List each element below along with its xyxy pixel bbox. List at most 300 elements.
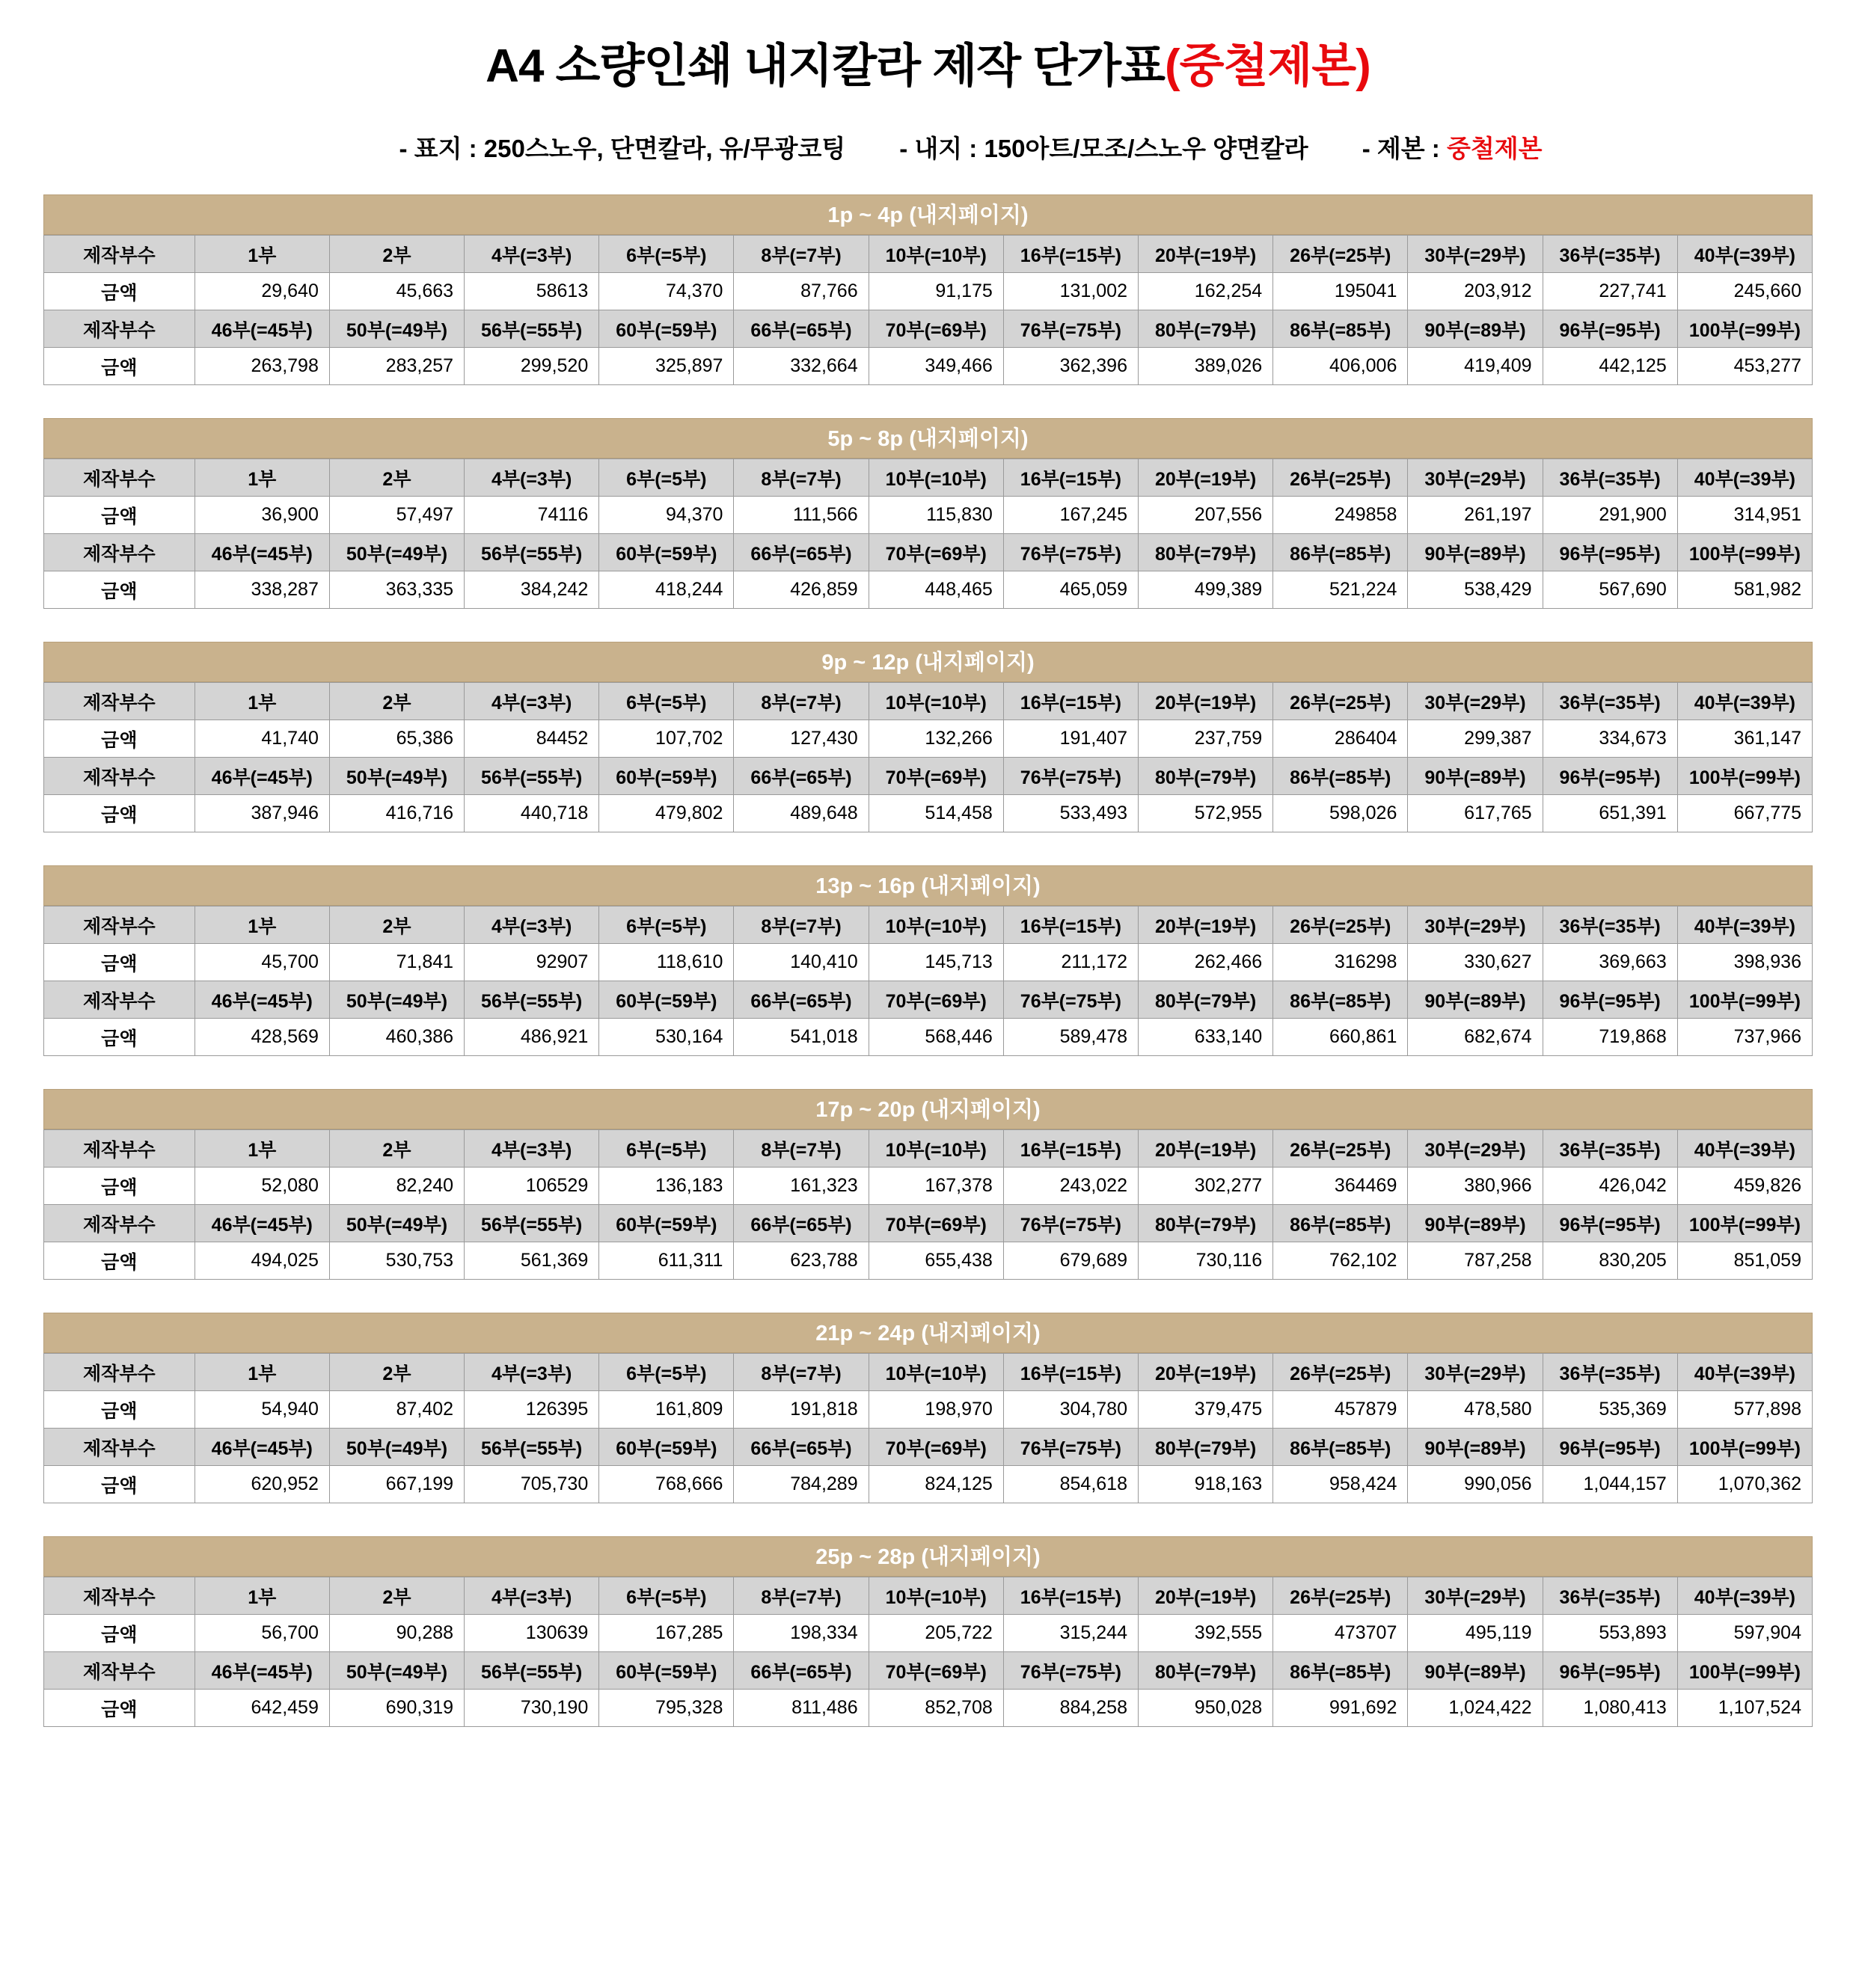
- qty-header-cell: 90부(=89부): [1408, 981, 1543, 1019]
- qty-header-cell: 90부(=89부): [1408, 1652, 1543, 1690]
- price-cell: 65,386: [329, 720, 464, 758]
- qty-header-cell: 90부(=89부): [1408, 758, 1543, 795]
- price-cell: 457879: [1273, 1391, 1408, 1429]
- qty-header-cell: 8부(=7부): [734, 236, 869, 273]
- price-cell: 87,766: [734, 273, 869, 310]
- qty-header-cell: 70부(=69부): [869, 1652, 1003, 1690]
- price-cell: 787,258: [1408, 1242, 1543, 1280]
- qty-header-cell: 100부(=99부): [1677, 1205, 1812, 1242]
- price-cell: 41,740: [195, 720, 329, 758]
- qty-header-cell: 26부(=25부): [1273, 906, 1408, 944]
- qty-header-cell: 100부(=99부): [1677, 981, 1812, 1019]
- price-cell: 191,818: [734, 1391, 869, 1429]
- qty-header-cell: 30부(=29부): [1408, 683, 1543, 720]
- price-cell: 795,328: [599, 1690, 734, 1727]
- qty-header-cell: 16부(=15부): [1003, 459, 1138, 497]
- qty-header-cell: 80부(=79부): [1138, 1652, 1272, 1690]
- qty-header-cell: 16부(=15부): [1003, 1130, 1138, 1168]
- qty-header-cell: 6부(=5부): [599, 906, 734, 944]
- price-cell: 130639: [465, 1615, 599, 1652]
- qty-header-cell: 20부(=19부): [1138, 1130, 1272, 1168]
- qty-header-cell: 100부(=99부): [1677, 310, 1812, 348]
- qty-header-cell: 2부: [329, 1354, 464, 1391]
- qty-header-cell: 56부(=55부): [465, 1205, 599, 1242]
- qty-header-cell: 100부(=99부): [1677, 1429, 1812, 1466]
- qty-header-cell: 80부(=79부): [1138, 981, 1272, 1019]
- price-row-label: 금액: [44, 497, 195, 534]
- qty-header-cell: 20부(=19부): [1138, 906, 1272, 944]
- price-cell: 167,285: [599, 1615, 734, 1652]
- qty-header-cell: 36부(=35부): [1543, 459, 1677, 497]
- price-cell: 398,936: [1677, 944, 1812, 981]
- qty-header-cell: 26부(=25부): [1273, 459, 1408, 497]
- spec-binding: [1335, 129, 1569, 165]
- qty-header-cell: 80부(=79부): [1138, 1429, 1272, 1466]
- price-cell: 82,240: [329, 1168, 464, 1205]
- price-cell: 1,070,362: [1677, 1466, 1812, 1503]
- page-title-accent: (중철제본): [1164, 40, 1370, 92]
- qty-header-row: [44, 906, 1813, 944]
- qty-header-cell: 10부(=10부): [869, 1354, 1003, 1391]
- price-cell: 824,125: [869, 1466, 1003, 1503]
- price-cell: 597,904: [1677, 1615, 1812, 1652]
- qty-header-cell: 66부(=65부): [734, 1429, 869, 1466]
- price-row: [44, 1391, 1813, 1429]
- qty-header-cell: 10부(=10부): [869, 906, 1003, 944]
- qty-header-cell: 96부(=95부): [1543, 534, 1677, 571]
- qty-header-cell: 46부(=45부): [195, 758, 329, 795]
- price-cell: 730,116: [1138, 1242, 1272, 1280]
- qty-header-cell: 50부(=49부): [329, 1652, 464, 1690]
- price-cell: 442,125: [1543, 348, 1677, 385]
- qty-header-cell: 76부(=75부): [1003, 1429, 1138, 1466]
- price-cell: 111,566: [734, 497, 869, 534]
- qty-header-cell: 96부(=95부): [1543, 1429, 1677, 1466]
- qty-header-cell: 1부: [195, 1577, 329, 1615]
- price-cell: 465,059: [1003, 571, 1138, 609]
- price-cell: 572,955: [1138, 795, 1272, 832]
- qty-header-cell: 4부(=3부): [465, 236, 599, 273]
- qty-header-cell: 26부(=25부): [1273, 683, 1408, 720]
- qty-header-cell: 36부(=35부): [1543, 1130, 1677, 1168]
- qty-header-row: [44, 1652, 1813, 1690]
- qty-header-cell: 96부(=95부): [1543, 1652, 1677, 1690]
- price-cell: 392,555: [1138, 1615, 1272, 1652]
- qty-header-cell: 26부(=25부): [1273, 1577, 1408, 1615]
- qty-header-cell: 60부(=59부): [599, 758, 734, 795]
- price-cell: 514,458: [869, 795, 1003, 832]
- price-cell: 568,446: [869, 1019, 1003, 1056]
- qty-header-cell: 6부(=5부): [599, 236, 734, 273]
- qty-header-cell: 40부(=39부): [1677, 683, 1812, 720]
- price-row: [44, 348, 1813, 385]
- qty-header-cell: 46부(=45부): [195, 1429, 329, 1466]
- qty-header-cell: 6부(=5부): [599, 1577, 734, 1615]
- price-cell: 325,897: [599, 348, 734, 385]
- price-cell: 195041: [1273, 273, 1408, 310]
- qty-header-cell: 70부(=69부): [869, 310, 1003, 348]
- price-cell: 655,438: [869, 1242, 1003, 1280]
- price-cell: 852,708: [869, 1690, 1003, 1727]
- qty-header-cell: 50부(=49부): [329, 981, 464, 1019]
- qty-header-cell: 70부(=69부): [869, 1429, 1003, 1466]
- price-cell: 541,018: [734, 1019, 869, 1056]
- qty-header-cell: 66부(=65부): [734, 981, 869, 1019]
- qty-header-cell: 46부(=45부): [195, 310, 329, 348]
- qty-header-cell: 96부(=95부): [1543, 758, 1677, 795]
- price-row: [44, 497, 1813, 534]
- qty-header-cell: 90부(=89부): [1408, 1205, 1543, 1242]
- price-row: [44, 273, 1813, 310]
- qty-header-cell: 36부(=35부): [1543, 1577, 1677, 1615]
- qty-header-cell: 16부(=15부): [1003, 683, 1138, 720]
- price-cell: 667,775: [1677, 795, 1812, 832]
- price-cell: 54,940: [195, 1391, 329, 1429]
- price-cell: 768,666: [599, 1466, 734, 1503]
- price-row-label: 금액: [44, 720, 195, 758]
- price-row: [44, 1690, 1813, 1727]
- price-cell: 338,287: [195, 571, 329, 609]
- qty-header-cell: 76부(=75부): [1003, 758, 1138, 795]
- price-cell: 29,640: [195, 273, 329, 310]
- price-cell: 334,673: [1543, 720, 1677, 758]
- qty-header-cell: 30부(=29부): [1408, 236, 1543, 273]
- qty-header-cell: 96부(=95부): [1543, 1205, 1677, 1242]
- qty-header-cell: 2부: [329, 906, 464, 944]
- qty-header-cell: 56부(=55부): [465, 1429, 599, 1466]
- price-cell: 486,921: [465, 1019, 599, 1056]
- price-cell: 854,618: [1003, 1466, 1138, 1503]
- price-cell: 71,841: [329, 944, 464, 981]
- spec-summary: [43, 101, 1813, 194]
- spec-binding-value: 중철제본: [1446, 135, 1543, 162]
- spec-binding-label: - 제본 :: [1362, 135, 1447, 162]
- qty-header-row: [44, 310, 1813, 348]
- price-cell: 489,648: [734, 795, 869, 832]
- qty-header-cell: 56부(=55부): [465, 534, 599, 571]
- qty-header-cell: 8부(=7부): [734, 683, 869, 720]
- price-row: [44, 571, 1813, 609]
- price-sections: [43, 194, 1813, 1727]
- price-cell: 380,966: [1408, 1168, 1543, 1205]
- qty-header-cell: 86부(=85부): [1273, 534, 1408, 571]
- price-cell: 419,409: [1408, 348, 1543, 385]
- price-cell: 315,244: [1003, 1615, 1138, 1652]
- price-cell: 263,798: [195, 348, 329, 385]
- price-row: [44, 720, 1813, 758]
- qty-header-cell: 16부(=15부): [1003, 1354, 1138, 1391]
- spec-cover: - 표지 : 250스노우, 단면칼라, 유/무광코팅: [399, 135, 846, 162]
- qty-header-cell: 90부(=89부): [1408, 310, 1543, 348]
- price-cell: 161,323: [734, 1168, 869, 1205]
- qty-header-cell: 4부(=3부): [465, 906, 599, 944]
- qty-header-cell: 8부(=7부): [734, 906, 869, 944]
- price-cell: 362,396: [1003, 348, 1138, 385]
- price-cell: 205,722: [869, 1615, 1003, 1652]
- price-cell: 92907: [465, 944, 599, 981]
- price-cell: 304,780: [1003, 1391, 1138, 1429]
- qty-row-label: 제작부수: [44, 1652, 195, 1690]
- qty-header-cell: 96부(=95부): [1543, 981, 1677, 1019]
- price-row-label: 금액: [44, 273, 195, 310]
- price-cell: 211,172: [1003, 944, 1138, 981]
- qty-header-row: [44, 534, 1813, 571]
- price-cell: 577,898: [1677, 1391, 1812, 1429]
- price-cell: 389,026: [1138, 348, 1272, 385]
- price-cell: 299,520: [465, 348, 599, 385]
- price-cell: 118,610: [599, 944, 734, 981]
- price-cell: 74,370: [599, 273, 734, 310]
- price-cell: 617,765: [1408, 795, 1543, 832]
- qty-header-cell: 66부(=65부): [734, 534, 869, 571]
- qty-header-cell: 56부(=55부): [465, 758, 599, 795]
- price-cell: 361,147: [1677, 720, 1812, 758]
- price-cell: 384,242: [465, 571, 599, 609]
- qty-header-cell: 16부(=15부): [1003, 1577, 1138, 1615]
- price-cell: 784,289: [734, 1466, 869, 1503]
- qty-row-label: 제작부수: [44, 236, 195, 273]
- price-table: [43, 906, 1813, 1056]
- qty-row-label: 제작부수: [44, 310, 195, 348]
- price-cell: 379,475: [1138, 1391, 1272, 1429]
- price-cell: 145,713: [869, 944, 1003, 981]
- page-title-main: A4 소량인쇄 내지칼라 제작 단가표: [486, 40, 1165, 92]
- qty-row-label: 제작부수: [44, 459, 195, 497]
- price-row-label: 금액: [44, 1615, 195, 1652]
- price-cell: 126395: [465, 1391, 599, 1429]
- price-cell: 460,386: [329, 1019, 464, 1056]
- qty-header-row: [44, 1577, 1813, 1615]
- price-cell: 611,311: [599, 1242, 734, 1280]
- price-cell: 286404: [1273, 720, 1408, 758]
- price-cell: 299,387: [1408, 720, 1543, 758]
- qty-header-cell: 36부(=35부): [1543, 683, 1677, 720]
- price-row-label: 금액: [44, 348, 195, 385]
- price-cell: 227,741: [1543, 273, 1677, 310]
- qty-header-cell: 1부: [195, 236, 329, 273]
- price-cell: 426,859: [734, 571, 869, 609]
- price-cell: 136,183: [599, 1168, 734, 1205]
- price-row-label: 금액: [44, 944, 195, 981]
- qty-header-cell: 10부(=10부): [869, 1130, 1003, 1168]
- price-cell: 623,788: [734, 1242, 869, 1280]
- price-cell: 1,024,422: [1408, 1690, 1543, 1727]
- qty-header-cell: 6부(=5부): [599, 1354, 734, 1391]
- qty-header-cell: 1부: [195, 906, 329, 944]
- qty-header-row: [44, 1429, 1813, 1466]
- qty-header-cell: 10부(=10부): [869, 1577, 1003, 1615]
- price-row-label: 금액: [44, 1242, 195, 1280]
- price-cell: 198,334: [734, 1615, 869, 1652]
- qty-header-cell: 46부(=45부): [195, 1205, 329, 1242]
- price-row-label: 금액: [44, 795, 195, 832]
- qty-header-row: [44, 1354, 1813, 1391]
- qty-header-cell: 20부(=19부): [1138, 459, 1272, 497]
- qty-header-cell: 50부(=49부): [329, 1205, 464, 1242]
- qty-header-cell: 6부(=5부): [599, 683, 734, 720]
- price-cell: 990,056: [1408, 1466, 1543, 1503]
- price-row: [44, 1466, 1813, 1503]
- qty-header-cell: 20부(=19부): [1138, 683, 1272, 720]
- price-row-label: 금액: [44, 1168, 195, 1205]
- qty-header-cell: 30부(=29부): [1408, 1354, 1543, 1391]
- qty-header-cell: 70부(=69부): [869, 534, 1003, 571]
- qty-header-cell: 20부(=19부): [1138, 236, 1272, 273]
- price-cell: 90,288: [329, 1615, 464, 1652]
- price-cell: 730,190: [465, 1690, 599, 1727]
- price-cell: 243,022: [1003, 1168, 1138, 1205]
- price-cell: 448,465: [869, 571, 1003, 609]
- section-header: 25p ~ 28p (내지페이지): [43, 1536, 1813, 1577]
- price-cell: 440,718: [465, 795, 599, 832]
- qty-header-cell: 66부(=65부): [734, 310, 869, 348]
- qty-header-cell: 2부: [329, 683, 464, 720]
- price-section: [43, 1313, 1813, 1503]
- price-cell: 45,700: [195, 944, 329, 981]
- price-cell: 682,674: [1408, 1019, 1543, 1056]
- qty-header-cell: 66부(=65부): [734, 1205, 869, 1242]
- price-cell: 203,912: [1408, 273, 1543, 310]
- qty-header-cell: 60부(=59부): [599, 534, 734, 571]
- qty-header-cell: 40부(=39부): [1677, 459, 1812, 497]
- qty-header-cell: 1부: [195, 459, 329, 497]
- price-table: [43, 1353, 1813, 1503]
- price-cell: 918,163: [1138, 1466, 1272, 1503]
- price-row: [44, 795, 1813, 832]
- qty-header-cell: 56부(=55부): [465, 310, 599, 348]
- price-cell: 302,277: [1138, 1168, 1272, 1205]
- qty-header-cell: 60부(=59부): [599, 1205, 734, 1242]
- spec-inner: - 내지 : 150아트/모조/스노우 양면칼라: [899, 135, 1308, 162]
- qty-header-cell: 30부(=29부): [1408, 459, 1543, 497]
- price-cell: 830,205: [1543, 1242, 1677, 1280]
- qty-header-cell: 1부: [195, 1130, 329, 1168]
- price-cell: 58613: [465, 273, 599, 310]
- price-row-label: 금액: [44, 1466, 195, 1503]
- qty-header-cell: 60부(=59부): [599, 981, 734, 1019]
- price-section: [43, 642, 1813, 832]
- section-header: 9p ~ 12p (내지페이지): [43, 642, 1813, 682]
- qty-header-cell: 76부(=75부): [1003, 310, 1138, 348]
- qty-header-cell: 70부(=69부): [869, 1205, 1003, 1242]
- price-cell: 262,466: [1138, 944, 1272, 981]
- price-cell: 406,006: [1273, 348, 1408, 385]
- qty-header-cell: 56부(=55부): [465, 1652, 599, 1690]
- qty-row-label: 제작부수: [44, 1130, 195, 1168]
- qty-header-row: [44, 1130, 1813, 1168]
- price-cell: 533,493: [1003, 795, 1138, 832]
- price-cell: 719,868: [1543, 1019, 1677, 1056]
- price-cell: 884,258: [1003, 1690, 1138, 1727]
- price-cell: 958,424: [1273, 1466, 1408, 1503]
- qty-header-cell: 80부(=79부): [1138, 758, 1272, 795]
- page-title: [43, 0, 1813, 101]
- qty-header-cell: 1부: [195, 1354, 329, 1391]
- price-cell: 131,002: [1003, 273, 1138, 310]
- qty-header-cell: 50부(=49부): [329, 1429, 464, 1466]
- price-cell: 52,080: [195, 1168, 329, 1205]
- section-header: 1p ~ 4p (내지페이지): [43, 194, 1813, 235]
- qty-header-cell: 60부(=59부): [599, 1652, 734, 1690]
- qty-header-row: [44, 459, 1813, 497]
- price-cell: 851,059: [1677, 1242, 1812, 1280]
- qty-header-cell: 2부: [329, 1130, 464, 1168]
- qty-header-cell: 30부(=29부): [1408, 1130, 1543, 1168]
- price-cell: 140,410: [734, 944, 869, 981]
- qty-header-row: [44, 1205, 1813, 1242]
- price-row-label: 금액: [44, 1391, 195, 1429]
- price-cell: 737,966: [1677, 1019, 1812, 1056]
- price-cell: 642,459: [195, 1690, 329, 1727]
- price-cell: 494,025: [195, 1242, 329, 1280]
- price-cell: 538,429: [1408, 571, 1543, 609]
- qty-header-cell: 80부(=79부): [1138, 1205, 1272, 1242]
- qty-header-cell: 60부(=59부): [599, 310, 734, 348]
- price-cell: 521,224: [1273, 571, 1408, 609]
- price-cell: 499,389: [1138, 571, 1272, 609]
- price-cell: 91,175: [869, 273, 1003, 310]
- price-cell: 581,982: [1677, 571, 1812, 609]
- price-cell: 162,254: [1138, 273, 1272, 310]
- price-cell: 363,335: [329, 571, 464, 609]
- price-section: [43, 194, 1813, 385]
- qty-header-cell: 30부(=29부): [1408, 1577, 1543, 1615]
- price-cell: 651,391: [1543, 795, 1677, 832]
- price-cell: 387,946: [195, 795, 329, 832]
- price-cell: 314,951: [1677, 497, 1812, 534]
- price-table: [43, 458, 1813, 609]
- qty-header-cell: 100부(=99부): [1677, 1652, 1812, 1690]
- qty-row-label: 제작부수: [44, 1354, 195, 1391]
- price-cell: 495,119: [1408, 1615, 1543, 1652]
- price-cell: 36,900: [195, 497, 329, 534]
- qty-header-cell: 4부(=3부): [465, 683, 599, 720]
- price-table: [43, 682, 1813, 832]
- price-row: [44, 1615, 1813, 1652]
- price-cell: 690,319: [329, 1690, 464, 1727]
- qty-header-cell: 86부(=85부): [1273, 1205, 1408, 1242]
- price-cell: 245,660: [1677, 273, 1812, 310]
- qty-row-label: 제작부수: [44, 1577, 195, 1615]
- price-cell: 530,164: [599, 1019, 734, 1056]
- price-cell: 115,830: [869, 497, 1003, 534]
- qty-row-label: 제작부수: [44, 981, 195, 1019]
- qty-header-cell: 6부(=5부): [599, 1130, 734, 1168]
- qty-header-cell: 70부(=69부): [869, 981, 1003, 1019]
- section-header: 21p ~ 24p (내지페이지): [43, 1313, 1813, 1353]
- price-cell: 459,826: [1677, 1168, 1812, 1205]
- qty-row-label: 제작부수: [44, 534, 195, 571]
- qty-header-cell: 4부(=3부): [465, 1577, 599, 1615]
- price-cell: 418,244: [599, 571, 734, 609]
- price-cell: 1,080,413: [1543, 1690, 1677, 1727]
- qty-header-row: [44, 981, 1813, 1019]
- price-cell: 811,486: [734, 1690, 869, 1727]
- qty-header-cell: 46부(=45부): [195, 981, 329, 1019]
- qty-row-label: 제작부수: [44, 758, 195, 795]
- qty-header-cell: 36부(=35부): [1543, 1354, 1677, 1391]
- qty-header-cell: 8부(=7부): [734, 1354, 869, 1391]
- qty-header-cell: 2부: [329, 1577, 464, 1615]
- qty-header-cell: 46부(=45부): [195, 1652, 329, 1690]
- qty-header-cell: 50부(=49부): [329, 534, 464, 571]
- price-cell: 598,026: [1273, 795, 1408, 832]
- price-cell: 57,497: [329, 497, 464, 534]
- qty-header-cell: 50부(=49부): [329, 758, 464, 795]
- price-cell: 364469: [1273, 1168, 1408, 1205]
- section-header: 17p ~ 20p (내지페이지): [43, 1089, 1813, 1129]
- qty-header-cell: 76부(=75부): [1003, 534, 1138, 571]
